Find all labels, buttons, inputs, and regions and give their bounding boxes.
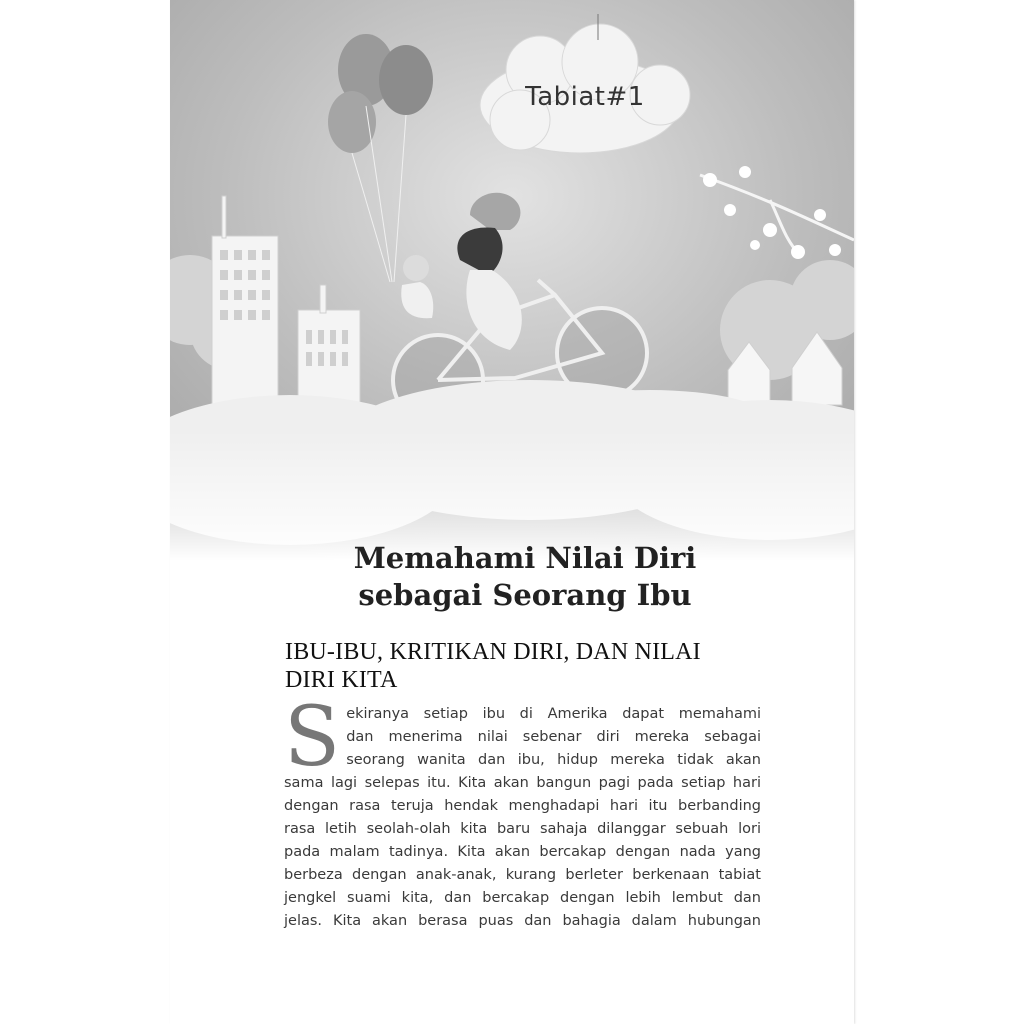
body-line: ekiranya setiap ibu di Amerika dapat memahami [346,706,761,722]
section-heading-line: IBU-IBU, KRITIKAN DIRI, DAN NILAI [285,639,701,665]
body-line: jengkel suami kita, dan bercakap dengan lebih lembut dan [284,890,761,906]
body-line: dengan rasa teruja hendak menghadapi hari itu berbanding [284,798,761,814]
book-page [170,0,854,1024]
cover-illustration [170,0,854,560]
chapter-title-line: sebagai Seorang Ibu [358,578,692,612]
drop-cap: S [284,690,341,785]
body-line: jelas. Kita akan berasa puas dan bahagia dalam hubungan [284,913,761,929]
chapter-title-line: Memahami Nilai Diri [353,541,697,575]
body-line: rasa letih seolah-olah kita baru sahaja dilanggar sebuah lori [284,821,761,837]
body-line: dan menerima nilai sebenar diri mereka sebagai [346,729,761,745]
body-paragraph [284,690,761,933]
body-line: sama lagi selepas itu. Kita akan bangun pagi pada setiap hari [284,775,761,791]
chapter-number-sign: Tabiat#1 [525,82,645,112]
body-line: pada malam tadinya. Kita akan bercakap dengan nada yang [284,844,761,860]
section-heading-line: DIRI KITA [285,667,398,693]
body-line: berbeza dengan anak-anak, kurang berleter berkenaan tabiat [284,867,761,883]
section-heading [285,638,765,694]
body-line: seorang wanita dan ibu, hidup mereka tidak akan [346,752,761,768]
chapter-title [290,540,760,614]
